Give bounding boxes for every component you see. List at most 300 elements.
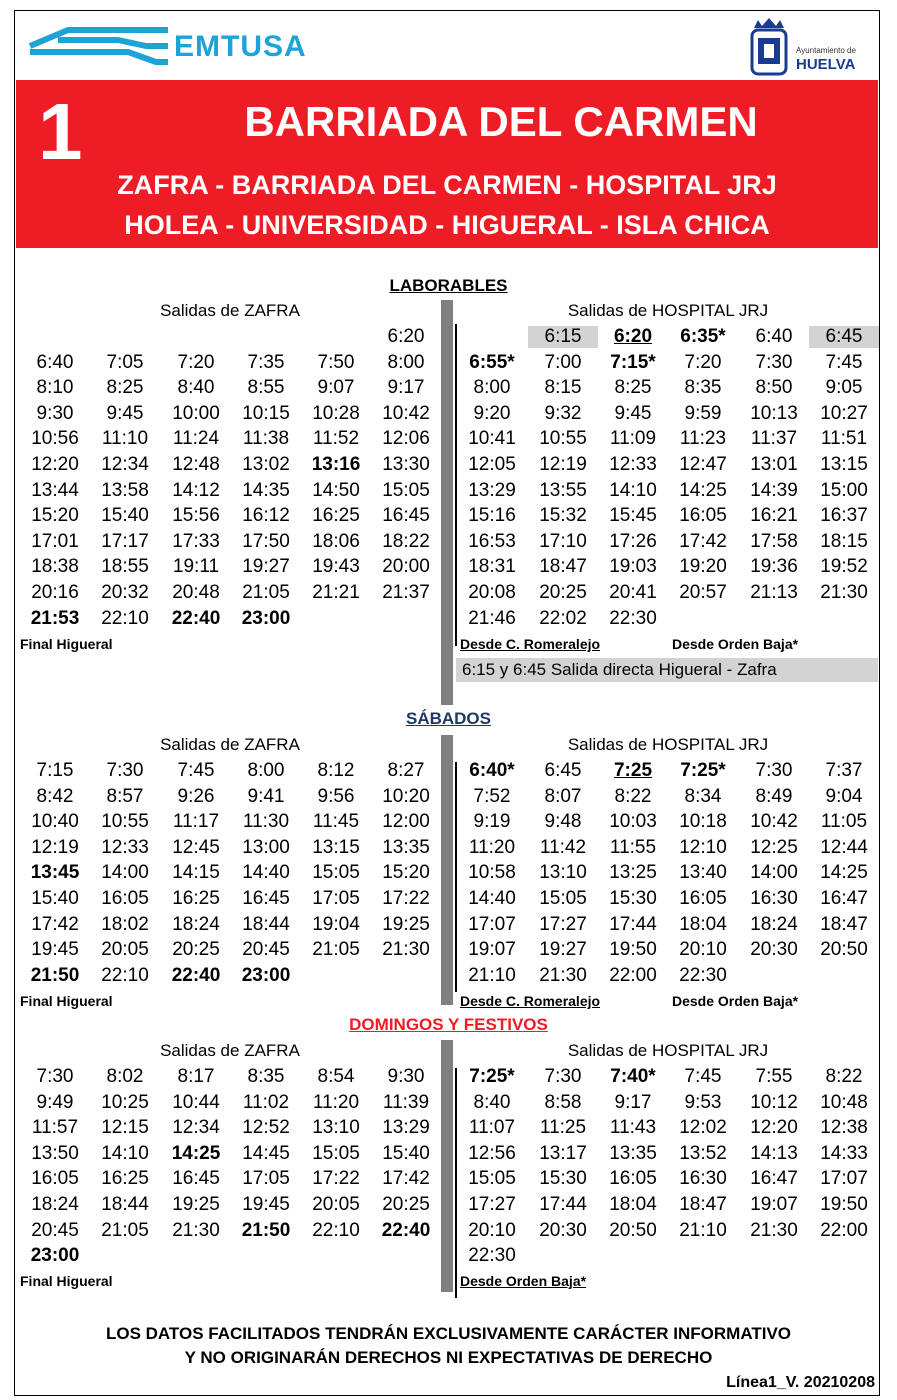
departure-time: 19:03 xyxy=(609,556,657,578)
departure-time: 14:10 xyxy=(101,1142,149,1164)
departure-time: 7:30 xyxy=(36,1066,74,1087)
departure-time: 12:34 xyxy=(172,1117,220,1139)
departure-time: 18:47 xyxy=(539,556,587,578)
left-column-title: Salidas de ZAFRA xyxy=(160,735,300,754)
departure-time: 20:10 xyxy=(679,939,727,961)
departure-time: 15:20 xyxy=(31,505,79,527)
departure-time: 20:41 xyxy=(609,582,657,603)
departure-time: 9:07 xyxy=(317,377,355,399)
left-note: Final Higueral xyxy=(20,636,113,652)
departure-time: 18:31 xyxy=(468,556,516,578)
departure-time: 12:06 xyxy=(382,428,430,450)
right-column-title: Salidas de HOSPITAL JRJ xyxy=(567,735,769,754)
departure-time: 22:40 xyxy=(171,607,221,629)
departure-time: 9:45 xyxy=(106,402,144,424)
departure-time: 17:44 xyxy=(609,913,657,935)
departure-time: 7:20 xyxy=(684,351,722,373)
departure-time: 17:42 xyxy=(382,1168,430,1190)
departure-time: 20:50 xyxy=(609,1219,657,1241)
departure-time: 7:52 xyxy=(473,785,511,807)
departure-time: 16:21 xyxy=(750,505,798,527)
departure-time: 13:17 xyxy=(539,1142,587,1164)
departure-time: 21:10 xyxy=(679,1219,727,1241)
departure-time: 11:20 xyxy=(468,836,516,858)
departure-time: 14:13 xyxy=(750,1142,798,1164)
departure-time: 7:05 xyxy=(106,351,144,373)
departure-time: 21:05 xyxy=(101,1219,149,1241)
right-column-title: Salidas de HOSPITAL JRJ xyxy=(567,1041,769,1060)
departure-time: 10:42 xyxy=(382,402,430,424)
departure-time: 19:50 xyxy=(609,939,657,961)
departure-time: 17:17 xyxy=(101,530,149,552)
city-label: HUELVA xyxy=(796,56,856,73)
departure-time: 10:48 xyxy=(820,1091,868,1113)
departure-time: 6:40* xyxy=(469,760,515,781)
departure-time: 14:35 xyxy=(242,479,290,501)
departure-time: 21:46 xyxy=(468,607,516,629)
departure-time: 11:24 xyxy=(172,428,220,450)
departure-time: 7:50 xyxy=(317,351,355,373)
departure-time: 8:22 xyxy=(614,785,652,807)
departure-time: 16:45 xyxy=(172,1168,220,1190)
departure-time: 15:20 xyxy=(382,862,430,884)
departure-time: 13:45 xyxy=(30,862,80,884)
departure-time: 16:37 xyxy=(820,505,868,527)
departure-time: 12:48 xyxy=(172,454,220,475)
departure-time: 13:15 xyxy=(312,836,360,858)
departure-time: 22:40 xyxy=(171,964,221,986)
departure-time: 9:26 xyxy=(177,785,215,807)
departure-time: 22:30 xyxy=(468,1245,516,1267)
departure-time: 19:07 xyxy=(750,1194,798,1215)
departure-time: 19:45 xyxy=(31,939,79,961)
departure-time: 22:00 xyxy=(820,1219,868,1241)
departure-time: 21:53 xyxy=(30,607,80,629)
departure-time: 10:18 xyxy=(679,811,727,833)
departure-time: 18:15 xyxy=(820,530,868,552)
line-banner xyxy=(16,80,878,248)
departure-time: 8:42 xyxy=(36,785,74,807)
column-divider xyxy=(441,735,453,1005)
departure-time: 18:47 xyxy=(820,913,868,935)
departure-time: 9:49 xyxy=(36,1091,74,1113)
departure-time: 19:27 xyxy=(242,556,290,578)
right-note-orden-baja: Desde Orden Baja* xyxy=(460,1273,587,1289)
line-name: BARRIADA DEL CARMEN xyxy=(244,98,758,145)
departure-time: 13:00 xyxy=(242,836,290,858)
departure-time: 13:30 xyxy=(382,454,430,475)
departure-time: 7:20 xyxy=(177,351,215,373)
departure-time: 7:45 xyxy=(684,1066,722,1087)
departure-time: 15:05 xyxy=(312,862,360,884)
departure-time: 16:45 xyxy=(382,505,430,527)
departure-time: 9:20 xyxy=(473,402,511,424)
departure-time: 10:55 xyxy=(101,811,149,833)
departure-time: 8:55 xyxy=(247,377,285,399)
departure-time: 6:35* xyxy=(680,326,726,347)
departure-time: 21:37 xyxy=(382,582,430,603)
departure-time: 14:45 xyxy=(242,1142,290,1164)
departure-time: 6:45 xyxy=(544,760,582,781)
departure-time: 18:04 xyxy=(679,913,727,935)
direct-route-note: 6:15 y 6:45 Salida directa Higueral - Zafra xyxy=(456,658,878,682)
departure-time: 17:33 xyxy=(172,530,220,552)
departure-time: 16:05 xyxy=(679,505,727,527)
departure-time: 17:05 xyxy=(312,888,360,909)
departure-time: 17:07 xyxy=(468,913,516,935)
departure-time: 23:00 xyxy=(30,1245,80,1267)
departure-time: 16:25 xyxy=(101,1168,149,1190)
departure-time: 12:20 xyxy=(750,1117,798,1139)
departure-time: 11:42 xyxy=(539,836,587,858)
departure-time: 14:25 xyxy=(679,479,727,501)
departure-time: 17:27 xyxy=(468,1194,516,1215)
departure-time: 20:16 xyxy=(31,582,79,603)
departure-time: 23:00 xyxy=(241,607,291,629)
departure-time: 19:36 xyxy=(750,556,798,578)
departure-time: 16:45 xyxy=(242,888,290,909)
line-number: 1 xyxy=(38,87,83,176)
departure-time: 13:58 xyxy=(101,479,149,501)
departure-time: 22:10 xyxy=(101,607,149,629)
departure-time: 13:40 xyxy=(679,862,727,884)
departure-time: 20:25 xyxy=(539,582,587,603)
departure-time: 11:52 xyxy=(312,428,360,450)
departure-time: 11:57 xyxy=(31,1117,79,1139)
departure-time: 13:25 xyxy=(609,862,657,884)
departure-time: 20:50 xyxy=(820,939,868,961)
departure-time: 11:05 xyxy=(820,811,868,833)
section-title: SÁBADOS xyxy=(405,709,491,728)
departure-time: 7:30 xyxy=(106,760,144,781)
departure-time: 12:47 xyxy=(679,454,727,475)
departure-time: 20:25 xyxy=(172,939,220,961)
departure-time: 18:24 xyxy=(172,913,220,935)
departure-time: 14:10 xyxy=(609,479,657,501)
departure-time: 8:15 xyxy=(544,377,582,399)
departure-time: 7:37 xyxy=(825,760,863,781)
departure-time: 8:10 xyxy=(36,377,74,399)
departure-time: 10:44 xyxy=(172,1091,220,1113)
departure-time: 10:58 xyxy=(468,862,516,884)
departure-time: 8:40 xyxy=(473,1091,511,1113)
departure-time: 10:56 xyxy=(31,428,79,450)
departure-time: 6:15 xyxy=(528,326,598,348)
departure-time: 13:15 xyxy=(820,454,868,475)
departure-time: 6:45 xyxy=(809,326,879,348)
version-label: Línea1_V. 20210208 xyxy=(726,1374,875,1391)
departure-time: 17:07 xyxy=(820,1168,868,1190)
departure-time: 21:05 xyxy=(312,939,360,961)
departure-time: 12:00 xyxy=(382,811,430,833)
departure-time: 8:40 xyxy=(177,377,215,399)
departure-time: 11:25 xyxy=(539,1117,587,1139)
departure-time: 14:00 xyxy=(101,862,149,884)
departure-time: 12:19 xyxy=(539,454,587,475)
departure-time: 9:05 xyxy=(825,377,863,399)
departure-time: 16:12 xyxy=(242,505,290,527)
departure-time: 11:45 xyxy=(312,811,360,833)
departure-time: 15:30 xyxy=(539,1168,587,1190)
departure-time: 10:25 xyxy=(101,1091,149,1113)
departure-time: 20:30 xyxy=(750,939,798,961)
departure-time: 6:40 xyxy=(36,351,74,373)
departure-time: 14:25 xyxy=(171,1142,221,1164)
departure-time: 15:45 xyxy=(609,505,657,527)
departure-time: 16:47 xyxy=(750,1168,798,1190)
departure-time: 7:15 xyxy=(36,760,74,781)
departure-time: 11:02 xyxy=(242,1091,290,1113)
departure-time: 20:00 xyxy=(382,556,430,578)
departure-time: 10:20 xyxy=(382,785,430,807)
departure-time: 21:30 xyxy=(820,582,868,603)
departure-time: 22:00 xyxy=(609,964,657,986)
departure-time: 21:30 xyxy=(750,1219,798,1241)
departure-time: 17:50 xyxy=(242,530,290,552)
departure-time: 8:54 xyxy=(317,1066,355,1087)
departure-time: 8:27 xyxy=(387,760,425,781)
departure-time: 10:03 xyxy=(609,811,657,833)
departure-time: 18:55 xyxy=(101,556,149,578)
departure-time: 12:34 xyxy=(101,454,149,475)
departure-time: 7:30 xyxy=(544,1066,582,1087)
departure-time: 6:40 xyxy=(755,326,793,347)
departure-time: 15:40 xyxy=(101,505,149,527)
departure-time: 12:25 xyxy=(750,836,798,858)
departure-time: 22:40 xyxy=(381,1219,431,1241)
departure-time: 20:32 xyxy=(101,582,149,603)
departure-time: 15:30 xyxy=(609,888,657,909)
route-line-2: HOLEA - UNIVERSIDAD - HIGUERAL - ISLA CHICA xyxy=(124,210,770,240)
departure-time: 13:10 xyxy=(312,1117,360,1139)
departure-time: 16:05 xyxy=(679,888,727,909)
city-label-small: Ayuntamiento de xyxy=(796,46,856,55)
departure-time: 15:16 xyxy=(468,505,516,527)
departure-time: 12:05 xyxy=(468,454,516,475)
departure-time: 9:48 xyxy=(544,811,582,833)
departure-time: 14:40 xyxy=(242,862,290,884)
departure-time: 12:10 xyxy=(679,836,727,858)
departure-time: 11:37 xyxy=(750,428,798,450)
departure-time: 18:04 xyxy=(609,1194,657,1215)
departure-time: 18:24 xyxy=(750,913,798,935)
departure-time: 13:35 xyxy=(609,1142,657,1164)
departure-time: 19:52 xyxy=(820,556,868,578)
departure-time: 20:25 xyxy=(382,1194,430,1215)
departure-time: 21:50 xyxy=(241,1219,291,1241)
departure-time: 17:26 xyxy=(609,530,657,552)
departure-time: 13:35 xyxy=(382,836,430,858)
disclaimer-line-1: LOS DATOS FACILITADOS TENDRÁN EXCLUSIVAMENTE CARÁCTER INFORMATIVO xyxy=(105,1324,792,1343)
departure-time: 17:22 xyxy=(312,1168,360,1190)
departure-time: 8:17 xyxy=(177,1066,215,1087)
departure-time: 8:07 xyxy=(544,785,582,807)
departure-time: 16:25 xyxy=(172,888,220,909)
departure-time: 11:10 xyxy=(101,428,149,450)
departure-time: 11:39 xyxy=(382,1091,430,1113)
departure-time: 18:44 xyxy=(242,913,290,935)
departure-time: 10:27 xyxy=(820,402,868,424)
departure-time: 15:56 xyxy=(172,505,220,527)
departure-time: 8:58 xyxy=(544,1091,582,1113)
departure-time: 20:05 xyxy=(312,1194,360,1215)
departure-time: 9:45 xyxy=(614,402,652,424)
departure-time: 17:05 xyxy=(242,1168,290,1190)
departure-time: 18:22 xyxy=(382,530,430,552)
route-line-1: ZAFRA - BARRIADA DEL CARMEN - HOSPITAL JRJ xyxy=(117,170,777,200)
departure-time: 15:05 xyxy=(382,479,430,501)
departure-time: 10:13 xyxy=(750,402,798,424)
departure-time: 6:55* xyxy=(469,351,515,373)
departure-time: 20:45 xyxy=(31,1219,79,1241)
departure-time: 8:34 xyxy=(684,785,722,807)
right-column-title: Salidas de HOSPITAL JRJ xyxy=(567,301,769,320)
departure-time: 22:30 xyxy=(609,607,657,629)
departure-time: 20:08 xyxy=(468,582,516,603)
departure-time: 21:50 xyxy=(30,964,80,986)
departure-time: 19:07 xyxy=(468,939,516,961)
seal-icon xyxy=(748,16,790,76)
departure-time: 10:15 xyxy=(242,402,290,424)
left-column-title: Salidas de ZAFRA xyxy=(160,301,300,320)
departure-time: 20:48 xyxy=(172,582,220,603)
departure-time: 13:29 xyxy=(468,479,516,501)
left-note: Final Higueral xyxy=(20,993,113,1009)
departure-time: 10:41 xyxy=(468,428,516,450)
right-note-orden-baja: Desde Orden Baja* xyxy=(672,993,799,1009)
departure-time: 11:20 xyxy=(312,1091,360,1113)
departure-time: 10:00 xyxy=(172,402,220,424)
departure-time: 13:16 xyxy=(311,454,361,475)
departure-time: 14:39 xyxy=(750,479,798,501)
departure-time: 7:00 xyxy=(544,351,582,373)
departure-time: 8:50 xyxy=(755,377,793,399)
left-column-title: Salidas de ZAFRA xyxy=(160,1041,300,1060)
departure-time: 8:25 xyxy=(614,377,652,399)
departure-time: 19:50 xyxy=(820,1194,868,1215)
departure-time: 15:40 xyxy=(31,888,79,909)
departure-time: 17:10 xyxy=(539,530,587,552)
departure-time: 9:32 xyxy=(544,402,582,424)
departure-time: 22:10 xyxy=(312,1219,360,1241)
departure-time: 23:00 xyxy=(241,964,291,986)
departure-time: 13:02 xyxy=(242,454,290,475)
departure-time: 13:44 xyxy=(31,479,79,501)
departure-time: 11:38 xyxy=(242,428,290,450)
departure-time: 21:21 xyxy=(312,582,360,603)
departure-time: 7:15* xyxy=(610,351,656,373)
departure-time: 22:02 xyxy=(539,607,587,629)
departure-time: 14:00 xyxy=(750,862,798,884)
departure-time: 17:22 xyxy=(382,888,430,909)
column-divider xyxy=(441,300,453,705)
departure-time: 16:30 xyxy=(679,1168,727,1190)
departure-time: 7:45 xyxy=(825,351,863,373)
disclaimer-line-2: Y NO ORIGINARÁN DERECHOS NI EXPECTATIVAS DE DERECHO xyxy=(184,1348,713,1367)
departure-time: 21:13 xyxy=(750,582,798,603)
departure-time: 8:00 xyxy=(473,377,511,399)
right-note-orden-baja: Desde Orden Baja* xyxy=(672,636,799,652)
departure-time: 17:58 xyxy=(750,530,798,552)
departure-time: 17:01 xyxy=(31,530,79,552)
departure-time: 9:30 xyxy=(387,1066,425,1087)
departure-time: 8:02 xyxy=(106,1066,144,1087)
departure-time: 13:52 xyxy=(679,1142,727,1164)
departure-time: 21:05 xyxy=(242,582,290,603)
departure-time: 19:20 xyxy=(679,556,727,578)
departure-time: 19:45 xyxy=(242,1194,290,1215)
brand-name: EMTUSA xyxy=(174,30,307,63)
departure-time: 16:53 xyxy=(468,530,516,552)
departure-time: 13:10 xyxy=(539,862,587,884)
departure-time: 18:38 xyxy=(31,556,79,578)
departure-time: 19:25 xyxy=(172,1194,220,1215)
departure-time: 9:59 xyxy=(684,402,722,424)
departure-time: 6:20 xyxy=(613,326,653,347)
departure-time: 16:30 xyxy=(750,888,798,909)
departure-time: 9:56 xyxy=(317,785,355,807)
departure-time: 8:00 xyxy=(387,351,425,373)
right-note-romeralejo: Desde C. Romeralejo xyxy=(460,636,601,652)
departure-time: 11:09 xyxy=(609,428,657,450)
departure-time: 9:19 xyxy=(473,811,511,833)
departure-time: 21:30 xyxy=(382,939,430,961)
departure-time: 17:27 xyxy=(539,913,587,935)
departure-time: 11:30 xyxy=(242,811,290,833)
departure-time: 12:44 xyxy=(820,836,868,858)
departure-time: 14:12 xyxy=(172,479,220,501)
departure-time: 7:30 xyxy=(755,760,793,781)
departure-time: 11:51 xyxy=(820,428,868,450)
departure-time: 7:30 xyxy=(755,351,793,373)
departure-time: 7:55 xyxy=(755,1066,793,1087)
departure-time: 9:41 xyxy=(247,785,285,807)
departure-time: 18:44 xyxy=(101,1194,149,1215)
departure-time: 12:15 xyxy=(101,1117,149,1139)
departure-time: 11:07 xyxy=(468,1117,516,1139)
departure-time: 13:01 xyxy=(750,454,798,475)
departure-time: 11:17 xyxy=(172,811,220,833)
page-header xyxy=(16,12,878,80)
departure-time: 11:23 xyxy=(679,428,727,450)
departure-time: 14:50 xyxy=(312,479,360,501)
departure-time: 18:06 xyxy=(312,530,360,552)
departure-time: 20:05 xyxy=(101,939,149,961)
departure-time: 21:30 xyxy=(539,964,587,986)
departure-time: 16:25 xyxy=(312,505,360,527)
departure-time: 13:29 xyxy=(382,1117,430,1139)
departure-time: 16:47 xyxy=(820,888,868,909)
departure-time: 14:40 xyxy=(468,888,516,909)
departure-time: 19:43 xyxy=(312,556,360,578)
departure-time: 19:27 xyxy=(539,939,587,961)
departure-time: 9:17 xyxy=(387,377,425,399)
departure-time: 15:40 xyxy=(382,1142,430,1164)
departure-time: 22:30 xyxy=(679,964,727,986)
departure-time: 8:49 xyxy=(755,785,793,807)
departure-time: 10:28 xyxy=(312,402,360,424)
emtusa-logo-icon xyxy=(28,18,168,72)
departure-time: 19:25 xyxy=(382,913,430,935)
departure-time: 10:40 xyxy=(31,811,79,833)
departure-time: 12:56 xyxy=(468,1142,516,1164)
departure-time: 6:20 xyxy=(387,326,425,347)
departure-time: 10:42 xyxy=(750,811,798,833)
departure-time: 21:10 xyxy=(468,964,516,986)
departure-time: 11:55 xyxy=(609,836,657,858)
departure-time: 8:25 xyxy=(106,377,144,399)
departure-time: 17:42 xyxy=(679,530,727,552)
